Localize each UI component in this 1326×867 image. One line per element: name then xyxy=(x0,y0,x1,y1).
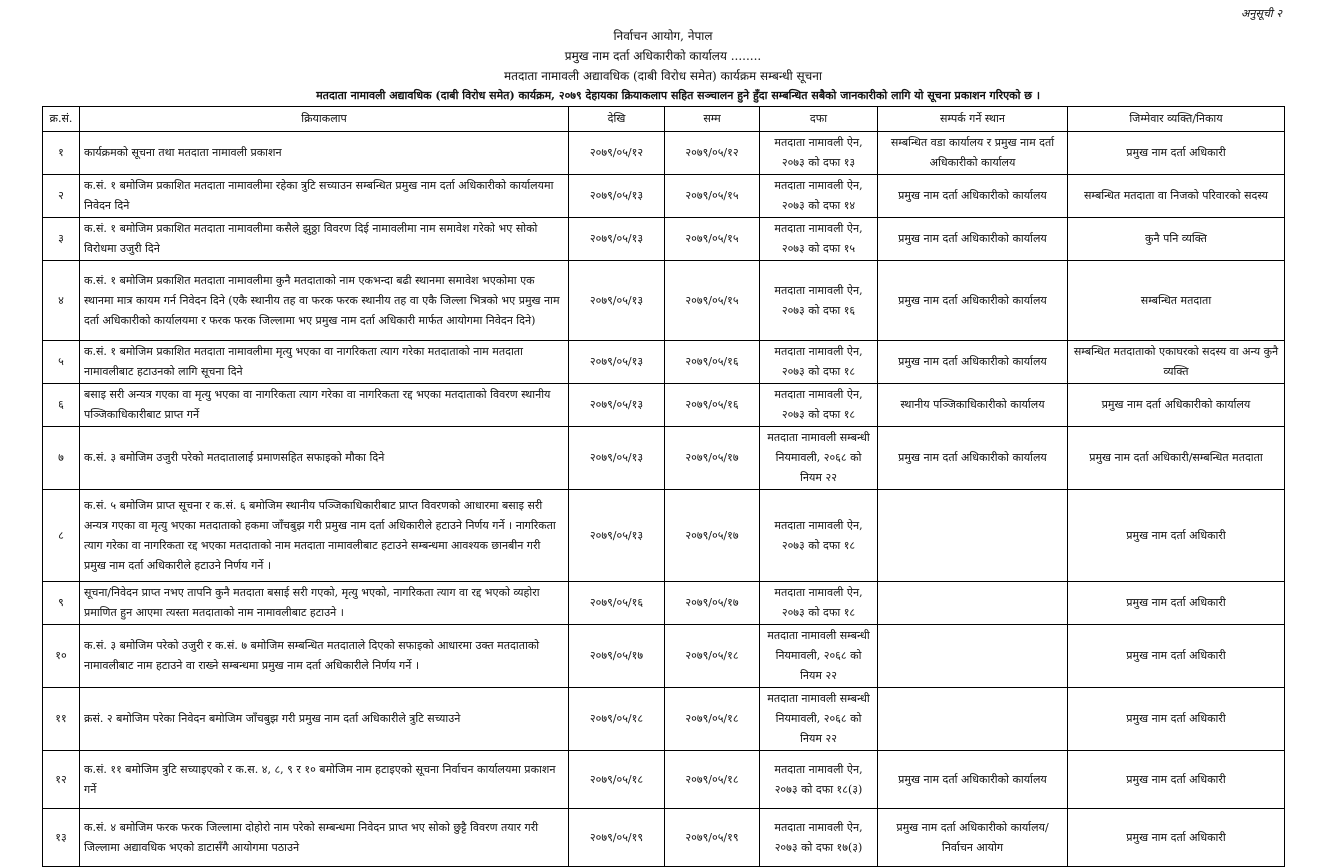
row-to: २०७९/०५/१७ xyxy=(665,490,760,582)
row-responsible: प्रमुख नाम दर्ता अधिकारी xyxy=(1068,625,1285,688)
row-from: २०७९/०५/१९ xyxy=(569,809,665,867)
row-activity: क.सं. ११ बमोजिम त्रुटि सच्याइएको र क.स. ४, ८, ९ र १० बमोजिम नाम हटाइएको सूचना निर्वाचन कार्यालयमा प्रकाशन गर्ने xyxy=(80,751,569,809)
row-contact: प्रमुख नाम दर्ता अधिकारीको कार्यालय xyxy=(878,751,1068,809)
row-clause: मतदाता नामावली ऐन, २०७३ को दफा १८ xyxy=(760,582,878,625)
row-sn: १२ xyxy=(43,751,80,809)
table-row xyxy=(43,384,1285,427)
table-row xyxy=(43,751,1285,809)
table-row xyxy=(43,809,1285,867)
row-activity: सूचना/निवेदन प्राप्त नभए तापनि कुनै मतदाता बसाई सरी गएको, मृत्यु भएको, नागरिकता त्याग वा रद्द भएको व्यहोरा प्रमाणित हुन आएमा त्यस्ता मतदाताको नाम नामावलीबाट हटाउने । xyxy=(80,582,569,625)
row-clause: मतदाता नामावली ऐन, २०७३ को दफा १५ xyxy=(760,218,878,261)
row-from: २०७९/०५/१३ xyxy=(569,384,665,427)
row-responsible: प्रमुख नाम दर्ता अधिकारी xyxy=(1068,809,1285,867)
row-activity: क.सं. ३ बमोजिम उजुरी परेको मतदातालाई प्रमाणसहित सफाइको मौका दिने xyxy=(80,427,569,490)
row-clause: मतदाता नामावली ऐन, २०७३ को दफा १८ xyxy=(760,341,878,384)
row-responsible: कुनै पनि व्यक्ति xyxy=(1068,218,1285,261)
table-row xyxy=(43,341,1285,384)
row-activity: क.सं. ३ बमोजिम परेको उजुरी र क.सं. ७ बमोजिम सम्बन्धित मतदाताले दिएको सफाइको आधारमा उक्त मतदाताको नामावलीबाट नाम हटाउने वा राख्ने सम्बन्धमा प्रमुख नाम दर्ता अधिकारीले निर्णय गर्ने । xyxy=(80,625,569,688)
row-clause: मतदाता नामावली ऐन, २०७३ को दफा १३ xyxy=(760,132,878,175)
table-row xyxy=(43,218,1285,261)
row-from: २०७९/०५/१७ xyxy=(569,625,665,688)
row-clause: मतदाता नामावली सम्बन्धी नियमावली, २०६८ को नियम २२ xyxy=(760,427,878,490)
row-to: २०७९/०५/१८ xyxy=(665,688,760,751)
row-responsible: प्रमुख नाम दर्ता अधिकारी xyxy=(1068,132,1285,175)
row-responsible: प्रमुख नाम दर्ता अधिकारी xyxy=(1068,751,1285,809)
row-sn: ९ xyxy=(43,582,80,625)
row-activity: कार्यक्रमको सूचना तथा मतदाता नामावली प्रकाशन xyxy=(80,132,569,175)
row-to: २०७९/०५/१७ xyxy=(665,582,760,625)
row-sn: २ xyxy=(43,175,80,218)
row-to: २०७९/०५/१२ xyxy=(665,132,760,175)
row-sn: ३ xyxy=(43,218,80,261)
row-to: २०७९/०५/१५ xyxy=(665,218,760,261)
row-sn: ४ xyxy=(43,261,80,341)
row-activity: बसाइ सरी अन्यत्र गएका वा मृत्यु भएका वा नागरिकता त्याग गरेका वा नागरिकता रद्द भएका मतदाताको विवरण स्थानीय पञ्जिकाधिकारीबाट प्राप्त गर्ने xyxy=(80,384,569,427)
row-contact: स्थानीय पञ्जिकाधिकारीको कार्यालय xyxy=(878,384,1068,427)
row-responsible: प्रमुख नाम दर्ता अधिकारीको कार्यालय xyxy=(1068,384,1285,427)
row-from: २०७९/०५/१३ xyxy=(569,218,665,261)
annex-label: अनुसूची २ xyxy=(1241,7,1282,20)
row-contact: प्रमुख नाम दर्ता अधिकारीको कार्यालय/निर्वाचन आयोग xyxy=(878,809,1068,867)
row-clause: मतदाता नामावली सम्बन्धी नियमावली, २०६८ को नियम २२ xyxy=(760,688,878,751)
document-header xyxy=(40,26,1286,106)
row-to: २०७९/०५/१६ xyxy=(665,384,760,427)
schedule-table xyxy=(42,106,1285,867)
row-clause: मतदाता नामावली ऐन, २०७३ को दफा १८ xyxy=(760,384,878,427)
row-from: २०७९/०५/१२ xyxy=(569,132,665,175)
row-activity: क.सं. १ बमोजिम प्रकाशित मतदाता नामावलीमा मृत्यु भएका वा नागरिकता त्याग गरेका मतदाताको नाम मतदाता नामावलीबाट हटाउनको लागि सूचना दिने xyxy=(80,341,569,384)
row-to: २०७९/०५/१७ xyxy=(665,427,760,490)
header-to: सम्म xyxy=(665,107,760,132)
row-sn: १ xyxy=(43,132,80,175)
row-to: २०७९/०५/१८ xyxy=(665,751,760,809)
organization-name: निर्वाचन आयोग, नेपाल xyxy=(613,29,713,43)
table-header-row xyxy=(43,107,1285,132)
row-responsible: प्रमुख नाम दर्ता अधिकारी xyxy=(1068,688,1285,751)
header-contact: सम्पर्क गर्ने स्थान xyxy=(878,107,1068,132)
row-contact: प्रमुख नाम दर्ता अधिकारीको कार्यालय xyxy=(878,261,1068,341)
header-activity: क्रियाकलाप xyxy=(80,107,569,132)
row-contact: प्रमुख नाम दर्ता अधिकारीको कार्यालय xyxy=(878,341,1068,384)
row-contact xyxy=(878,490,1068,582)
row-sn: ७ xyxy=(43,427,80,490)
row-contact: प्रमुख नाम दर्ता अधिकारीको कार्यालय xyxy=(878,175,1068,218)
row-to: २०७९/०५/१५ xyxy=(665,175,760,218)
notice-text: मतदाता नामावली अद्यावधिक (दाबी विरोध समेत) कार्यक्रम, २०७९ देहायका क्रियाकलाप सहित सञ्चालन हुने हुँदा सम्बन्धित सबैको जानकारीको लागि यो सूचना प्रकाशन गरिएको छ । xyxy=(316,89,1040,102)
row-to: २०७९/०५/१६ xyxy=(665,341,760,384)
row-sn: ८ xyxy=(43,490,80,582)
row-activity: क.सं. ४ बमोजिम फरक फरक जिल्लामा दोहोरो नाम परेको सम्बन्धमा निवेदन प्राप्त भए सोको छुट्टै विवरण तयार गरी जिल्लामा अद्यावधिक भएको डाटासँगै आयोगमा पठाउने xyxy=(80,809,569,867)
row-responsible: सम्बन्धित मतदाता वा निजको परिवारको सदस्य xyxy=(1068,175,1285,218)
row-sn: ६ xyxy=(43,384,80,427)
row-activity: क.सं. १ बमोजिम प्रकाशित मतदाता नामावलीमा रहेका त्रुटि सच्याउन सम्बन्धित प्रमुख नाम दर्ता अधिकारीको कार्यालयमा निवेदन दिने xyxy=(80,175,569,218)
row-contact xyxy=(878,582,1068,625)
table-row xyxy=(43,427,1285,490)
header-clause: दफा xyxy=(760,107,878,132)
row-contact xyxy=(878,688,1068,751)
row-sn: ५ xyxy=(43,341,80,384)
row-clause: मतदाता नामावली ऐन, २०७३ को दफा १६ xyxy=(760,261,878,341)
row-to: २०७९/०५/१८ xyxy=(665,625,760,688)
row-contact: प्रमुख नाम दर्ता अधिकारीको कार्यालय xyxy=(878,427,1068,490)
row-clause: मतदाता नामावली सम्बन्धी नियमावली, २०६८ को नियम २२ xyxy=(760,625,878,688)
header-from: देखि xyxy=(569,107,665,132)
row-activity: क.सं. १ बमोजिम प्रकाशित मतदाता नामावलीमा कसैले झुठ्ठा विवरण दिई नामावलीमा नाम समावेश गरेको भए सोको विरोधमा उजुरी दिने xyxy=(80,218,569,261)
table-row xyxy=(43,625,1285,688)
row-contact xyxy=(878,625,1068,688)
row-clause: मतदाता नामावली ऐन, २०७३ को दफा १७(३) xyxy=(760,809,878,867)
row-from: २०७९/०५/१८ xyxy=(569,688,665,751)
header-responsible: जिम्मेवार व्यक्ति/निकाय xyxy=(1068,107,1285,132)
row-clause: मतदाता नामावली ऐन, २०७३ को दफा १८ xyxy=(760,490,878,582)
row-from: २०७९/०५/१८ xyxy=(569,751,665,809)
row-responsible: सम्बन्धित मतदाता xyxy=(1068,261,1285,341)
row-activity: क.सं. १ बमोजिम प्रकाशित मतदाता नामावलीमा कुनै मतदाताको नाम एकभन्दा बढी स्थानमा समावेश भएकोमा एक स्थानमा मात्र कायम गर्न निवेदन दिने (एकै स्थानीय तह वा फरक फरक स्थानीय तह वा एकै जिल्ला भित्रको भए प्रमुख नाम दर्ता अधिकारीको कार्यालयमा र फरक फरक जिल्लामा भए प्रमुख नाम दर्ता अधिकारी मार्फत आयोगमा निवेदन दिने) xyxy=(80,261,569,341)
row-sn: १० xyxy=(43,625,80,688)
row-from: २०७९/०५/१६ xyxy=(569,582,665,625)
row-sn: १३ xyxy=(43,809,80,867)
row-clause: मतदाता नामावली ऐन, २०७३ को दफा १४ xyxy=(760,175,878,218)
header-sn: क्र.सं. xyxy=(43,107,80,132)
table-row xyxy=(43,175,1285,218)
row-responsible: प्रमुख नाम दर्ता अधिकारी xyxy=(1068,490,1285,582)
row-responsible: सम्बन्धित मतदाताको एकाघरको सदस्य वा अन्य कुनै व्यक्ति xyxy=(1068,341,1285,384)
row-from: २०७९/०५/१३ xyxy=(569,261,665,341)
row-from: २०७९/०५/१३ xyxy=(569,427,665,490)
row-activity: क्रसं. २ बमोजिम परेका निवेदन बमोजिम जाँचबुझ गरी प्रमुख नाम दर्ता अधिकारीले त्रुटि सच्याउने xyxy=(80,688,569,751)
row-from: २०७९/०५/१३ xyxy=(569,490,665,582)
row-responsible: प्रमुख नाम दर्ता अधिकारी xyxy=(1068,582,1285,625)
table-row xyxy=(43,132,1285,175)
row-responsible: प्रमुख नाम दर्ता अधिकारी/सम्बन्धित मतदाता xyxy=(1068,427,1285,490)
table-row xyxy=(43,582,1285,625)
row-contact: प्रमुख नाम दर्ता अधिकारीको कार्यालय xyxy=(878,218,1068,261)
row-to: २०७९/०५/१५ xyxy=(665,261,760,341)
table-row xyxy=(43,490,1285,582)
row-contact: सम्बन्धित वडा कार्यालय र प्रमुख नाम दर्ता अधिकारीको कार्यालय xyxy=(878,132,1068,175)
table-row xyxy=(43,261,1285,341)
row-from: २०७९/०५/१३ xyxy=(569,175,665,218)
office-name: प्रमुख नाम दर्ता अधिकारीको कार्यालय ........ xyxy=(564,49,762,63)
row-from: २०७९/०५/१३ xyxy=(569,341,665,384)
row-activity: क.सं. ५ बमोजिम प्राप्त सूचना र क.सं. ६ बमोजिम स्थानीय पञ्जिकाधिकारीबाट प्राप्त विवरणको आधारमा बसाइ सरी अन्यत्र गएका वा मृत्यु भएका मतदाताको हकमा जाँचबुझ गरी प्रमुख नाम दर्ता अधिकारीले हटाउने निर्णय गर्ने । नागरिकता त्याग गरेका वा नागरिकता रद्द भएका मतदाताको नाम मतदाता नामावलीबाट हटाउने सम्बन्धमा आवश्यक छानबीन गरी प्रमुख नाम दर्ता अधिकारीले हटाउने निर्णय गर्ने । xyxy=(80,490,569,582)
row-clause: मतदाता नामावली ऐन, २०७३ को दफा १८(३) xyxy=(760,751,878,809)
row-sn: ११ xyxy=(43,688,80,751)
table-row xyxy=(43,688,1285,751)
notice-subject: मतदाता नामावली अद्यावधिक (दाबी विरोध समेत) कार्यक्रम सम्बन्धी सूचना xyxy=(503,69,823,83)
row-to: २०७९/०५/१९ xyxy=(665,809,760,867)
